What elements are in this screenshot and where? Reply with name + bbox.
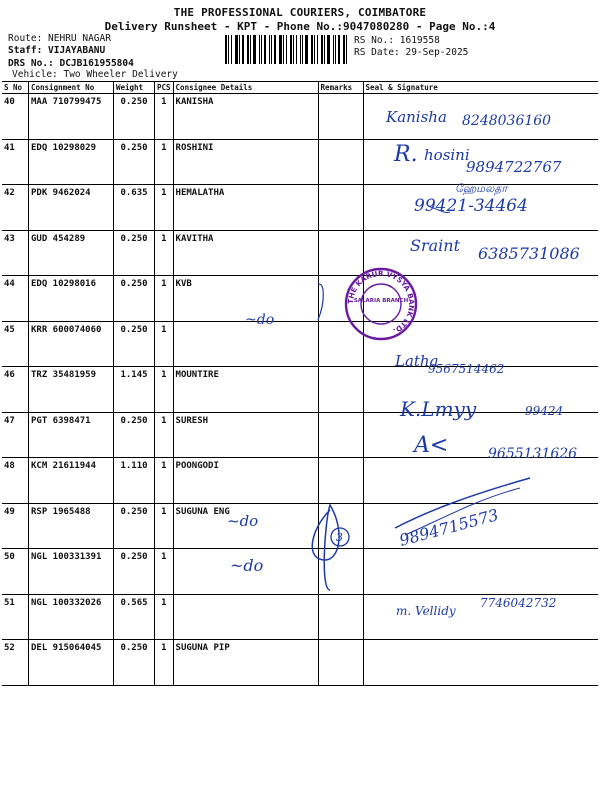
row-weight: 0.250	[114, 321, 155, 367]
row-consignment-no: DEL 915064045	[29, 640, 114, 686]
phone-41: 9894722767	[466, 158, 562, 176]
row-consignee: KAVITHA	[173, 230, 318, 276]
row-consignee: KANISHA	[173, 94, 318, 140]
row-weight: 0.250	[114, 640, 155, 686]
row-weight: 0.250	[114, 230, 155, 276]
signature-43: Sraint	[410, 236, 460, 255]
row-sno: 44	[2, 276, 29, 322]
row-weight: 1.145	[114, 367, 155, 413]
stamp-text: THE KARUR VYSYA BANK LTD.	[345, 268, 417, 336]
row-sno: 40	[2, 94, 29, 140]
row-weight: 0.250	[114, 549, 155, 595]
row-pcs: 1	[155, 321, 174, 367]
row-weight: 0.250	[114, 139, 155, 185]
row-pcs: 1	[155, 230, 174, 276]
row-consignee: HEMALATHA	[173, 185, 318, 231]
row-consignment-no: EDQ 10298029	[29, 139, 114, 185]
row-consignee: SUGUNA ENG	[173, 503, 318, 549]
signature-48: A<	[414, 433, 449, 458]
row-consignment-no: MAA 710799475	[29, 94, 114, 140]
row-pcs: 1	[155, 276, 174, 322]
row-pcs: 1	[155, 640, 174, 686]
header-sno: S No	[2, 82, 29, 94]
row-sno: 49	[2, 503, 29, 549]
ink-45-mark	[318, 284, 323, 320]
signature-52: m. Vellidy	[396, 604, 456, 618]
row-sno: 51	[2, 594, 29, 640]
row-consignment-no: RSP 1965488	[29, 503, 114, 549]
phone-50: 9894715573	[397, 505, 501, 550]
row-sno: 41	[2, 139, 29, 185]
ink-slash-2	[405, 488, 520, 535]
row-weight: 0.250	[114, 412, 155, 458]
row-weight: 1.110	[114, 458, 155, 504]
row-weight: 0.250	[114, 276, 155, 322]
row-sno: 45	[2, 321, 29, 367]
row-consignment-no: NGL 100332026	[29, 594, 114, 640]
row-consignee: ROSHINI	[173, 139, 318, 185]
vehicle-label: Vehicle: Two Wheeler Delivery	[12, 69, 178, 80]
header-consignee: Consignee Details	[173, 82, 318, 94]
row-pcs: 1	[155, 367, 174, 413]
row-weight: 0.250	[114, 94, 155, 140]
ink-42-dash	[428, 206, 450, 213]
rs-number: RS No.: 1619558	[354, 35, 440, 46]
signature-51-mark: ~do	[230, 556, 264, 575]
row-pcs: 1	[155, 549, 174, 595]
rs-date: RS Date: 29-Sep-2025	[354, 47, 469, 58]
phone-52: 7746042732	[480, 596, 557, 610]
phone-46: 9567514462	[428, 362, 505, 376]
phone-40: 8248036160	[462, 113, 552, 129]
header-remarks: Remarks	[318, 82, 363, 94]
header-consignment: Consignment No	[29, 82, 114, 94]
row-sno: 47	[2, 412, 29, 458]
row-sno: 46	[2, 367, 29, 413]
row-weight: 0.565	[114, 594, 155, 640]
row-pcs: 1	[155, 594, 174, 640]
row-sno: 42	[2, 185, 29, 231]
row-consignment-no: NGL 100331391	[29, 549, 114, 595]
signature-40: Kanisha	[386, 108, 447, 126]
staff-label: Staff: VIJAYABANU	[8, 45, 106, 56]
row-weight: 0.635	[114, 185, 155, 231]
phone-47: 99424	[525, 404, 564, 418]
row-consignee: SUGUNA PIP	[173, 640, 318, 686]
row-pcs: 1	[155, 139, 174, 185]
ink-curl	[312, 505, 339, 590]
signature-47: K.Lmyy	[400, 397, 477, 421]
row-consignee: SURESH	[173, 412, 318, 458]
signature-50-mark: ~do	[227, 512, 259, 530]
phone-48: 9655131626	[488, 446, 578, 462]
row-consignee: MOUNTIRE	[173, 367, 318, 413]
signature-41-b: hosini	[424, 146, 470, 164]
row-weight: 0.250	[114, 503, 155, 549]
header-signature: Seal & Signature	[363, 82, 598, 94]
row-sno: 50	[2, 549, 29, 595]
row-sno: 43	[2, 230, 29, 276]
header-pcs: PCS	[155, 82, 174, 94]
row-pcs: 1	[155, 458, 174, 504]
row-consignment-no: PDK 9462024	[29, 185, 114, 231]
runsheet-subtitle: Delivery Runsheet - KPT - Phone No.:9047080280 - Page No.:4	[104, 20, 496, 33]
signature-45-mark: ~do	[245, 312, 275, 328]
ink-slash	[395, 478, 530, 528]
stamp-inner-text: SALARIA BRANCH	[353, 298, 409, 304]
phone-43: 6385731086	[478, 244, 580, 263]
row-consignment-no: KCM 21611944	[29, 458, 114, 504]
header-weight: Weight	[114, 82, 155, 94]
row-sno: 52	[2, 640, 29, 686]
bank-seal-stamp	[343, 266, 419, 342]
row-consignment-no: KRR 600074060	[29, 321, 114, 367]
row-sno: 48	[2, 458, 29, 504]
row-consignment-no: TRZ 35481959	[29, 367, 114, 413]
ink-circle-number: 3	[336, 531, 343, 544]
phone-42: 99421-34464	[414, 196, 528, 216]
company-title: THE PROFESSIONAL COURIERS, COIMBATORE	[173, 6, 427, 19]
drs-label: DRS No.: DCJB161955804	[8, 58, 134, 69]
row-consignment-no: PGT 6398471	[29, 412, 114, 458]
row-consignment-no: GUD 454289	[29, 230, 114, 276]
route-label: Route: NEHRU NAGAR	[8, 33, 111, 44]
row-pcs: 1	[155, 412, 174, 458]
row-pcs: 1	[155, 94, 174, 140]
row-pcs: 1	[155, 185, 174, 231]
row-pcs: 1	[155, 503, 174, 549]
signature-42: ஹேமலதா	[455, 182, 508, 195]
signature-41: R.	[394, 142, 418, 167]
row-consignment-no: EDQ 10298016	[29, 276, 114, 322]
signature-46: Latha	[395, 352, 439, 370]
row-consignee: KVB	[173, 276, 318, 322]
row-consignee: POONGODI	[173, 458, 318, 504]
